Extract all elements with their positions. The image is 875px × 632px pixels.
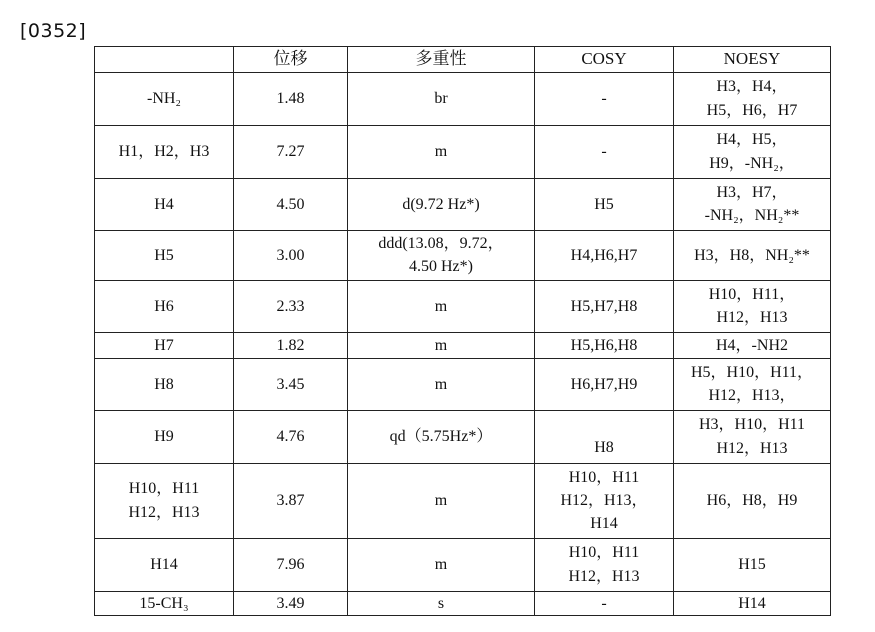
header-row <box>95 47 831 73</box>
cell-line: H5,H7,H8 <box>570 297 638 315</box>
cosy-cell <box>535 358 674 410</box>
cell-line: H10，H11 <box>568 544 640 562</box>
multiplicity-cell <box>348 125 535 178</box>
cell-line: H4,H6,H7 <box>570 246 638 264</box>
cell-line: H6 <box>154 297 174 315</box>
shift-cell: 4.76 <box>234 410 348 463</box>
cell-line: H10，H11， <box>708 285 796 303</box>
table-row <box>95 230 831 280</box>
shift-cell: 7.96 <box>234 538 348 591</box>
cosy-cell <box>535 125 674 178</box>
cell-line: 4.50 Hz*) <box>409 258 473 276</box>
noesy-cell <box>674 230 831 280</box>
cell-line: m <box>434 375 448 393</box>
cell-line: br <box>434 90 448 108</box>
multiplicity-cell <box>348 178 535 230</box>
nmr-data-table <box>94 46 831 616</box>
proton-cell <box>95 72 234 125</box>
cell-line: H9 <box>154 428 174 446</box>
proton-cell <box>95 280 234 332</box>
noesy-cell <box>674 463 831 538</box>
header-shift: 位移 <box>234 47 348 73</box>
paragraph-number: [0352] <box>20 20 87 42</box>
shift-cell: 3.87 <box>234 463 348 538</box>
noesy-cell <box>674 358 831 410</box>
cosy-cell <box>535 463 674 538</box>
cosy-cell <box>535 538 674 591</box>
shift-cell: 3.00 <box>234 230 348 280</box>
cell-line: H12，H13 <box>128 503 200 521</box>
table-row <box>95 72 831 125</box>
cell-line: H5 <box>594 195 614 213</box>
cell-line: -NH₂，NH₂** <box>704 207 800 225</box>
proton-cell <box>95 125 234 178</box>
cell-line: H8 <box>594 439 614 457</box>
cell-line: H5,H6,H8 <box>570 336 638 354</box>
cell-line: H6，H8，H9 <box>706 492 798 510</box>
table-row <box>95 280 831 332</box>
cell-line: H15 <box>738 556 766 574</box>
cell-line: H3，H8，NH₂** <box>694 246 810 264</box>
header-proton <box>95 47 234 73</box>
proton-cell <box>95 230 234 280</box>
header-multiplicity: 多重性 <box>348 47 535 73</box>
multiplicity-cell <box>348 72 535 125</box>
cell-line: H8 <box>154 375 174 393</box>
multiplicity-cell <box>348 591 535 615</box>
table-row <box>95 410 831 463</box>
cell-line: m <box>434 556 448 574</box>
cell-line: s <box>437 594 445 612</box>
cosy-cell <box>535 72 674 125</box>
cell-line: ddd(13.08，9.72， <box>378 234 504 252</box>
multiplicity-cell <box>348 410 535 463</box>
proton-cell <box>95 591 234 615</box>
proton-cell <box>95 538 234 591</box>
noesy-cell <box>674 72 831 125</box>
cosy-cell <box>535 230 674 280</box>
proton-cell <box>95 358 234 410</box>
table-row <box>95 125 831 178</box>
header-cosy: COSY <box>535 47 674 73</box>
multiplicity-cell <box>348 230 535 280</box>
shift-cell: 1.82 <box>234 332 348 358</box>
multiplicity-cell <box>348 332 535 358</box>
table-row <box>95 591 831 615</box>
proton-cell <box>95 410 234 463</box>
cosy-cell <box>535 410 674 463</box>
cosy-cell <box>535 332 674 358</box>
table-row <box>95 332 831 358</box>
cell-line: - <box>601 90 607 108</box>
cell-line: H4 <box>154 195 174 213</box>
cell-line: - <box>601 594 607 612</box>
cell-line: H10，H11 <box>568 468 640 486</box>
cell-line: qd（5.75Hz*） <box>389 428 493 446</box>
cell-line: H4，H5， <box>716 131 788 149</box>
noesy-cell <box>674 125 831 178</box>
cell-line: - <box>601 143 607 161</box>
cell-line: H12，H13， <box>708 387 796 405</box>
multiplicity-cell <box>348 463 535 538</box>
proton-cell <box>95 332 234 358</box>
table-row <box>95 538 831 591</box>
cell-line: H5，H10，H11， <box>690 363 814 381</box>
proton-cell <box>95 463 234 538</box>
cosy-cell <box>535 591 674 615</box>
cell-line: H14 <box>590 515 618 533</box>
cell-line: H5 <box>154 246 174 264</box>
cell-line: H10，H11 <box>128 480 200 498</box>
cell-line: H3，H7， <box>716 183 788 201</box>
cell-line: H12，H13 <box>716 439 788 457</box>
table-row <box>95 463 831 538</box>
cell-line: H9，-NH₂， <box>709 154 795 172</box>
cosy-cell <box>535 178 674 230</box>
cell-line: m <box>434 492 448 510</box>
noesy-cell <box>674 591 831 615</box>
cell-line: H12，H13， <box>560 492 648 510</box>
noesy-cell <box>674 178 831 230</box>
cell-line: H1，H2，H3 <box>118 143 210 161</box>
multiplicity-cell <box>348 538 535 591</box>
cell-line: H5，H6，H7 <box>706 101 798 119</box>
cell-line: m <box>434 143 448 161</box>
cell-line: H7 <box>154 336 174 354</box>
proton-cell <box>95 178 234 230</box>
cell-line: m <box>434 297 448 315</box>
shift-cell: 7.27 <box>234 125 348 178</box>
shift-cell: 2.33 <box>234 280 348 332</box>
noesy-cell <box>674 410 831 463</box>
cell-line: H12，H13 <box>568 567 640 585</box>
cell-line: 15-CH₃ <box>139 594 189 612</box>
multiplicity-cell <box>348 358 535 410</box>
multiplicity-cell <box>348 280 535 332</box>
noesy-cell <box>674 280 831 332</box>
shift-cell: 1.48 <box>234 72 348 125</box>
shift-cell: 3.45 <box>234 358 348 410</box>
shift-cell: 4.50 <box>234 178 348 230</box>
cell-line: H14 <box>738 594 766 612</box>
cell-line: H4，-NH2 <box>716 336 788 354</box>
cell-line: H3，H4， <box>716 78 788 96</box>
shift-cell: 3.49 <box>234 591 348 615</box>
cell-line: H6,H7,H9 <box>570 375 638 393</box>
noesy-cell <box>674 538 831 591</box>
cell-line: H3，H10，H11 <box>698 416 806 434</box>
table-row <box>95 358 831 410</box>
cosy-cell <box>535 280 674 332</box>
noesy-cell <box>674 332 831 358</box>
header-noesy: NOESY <box>674 47 831 73</box>
cell-line: m <box>434 336 448 354</box>
table-row <box>95 178 831 230</box>
cell-line: -NH₂ <box>146 90 181 108</box>
cell-line: H14 <box>150 556 178 574</box>
cell-line: H12，H13 <box>716 309 788 327</box>
cell-line: d(9.72 Hz*) <box>402 195 480 213</box>
